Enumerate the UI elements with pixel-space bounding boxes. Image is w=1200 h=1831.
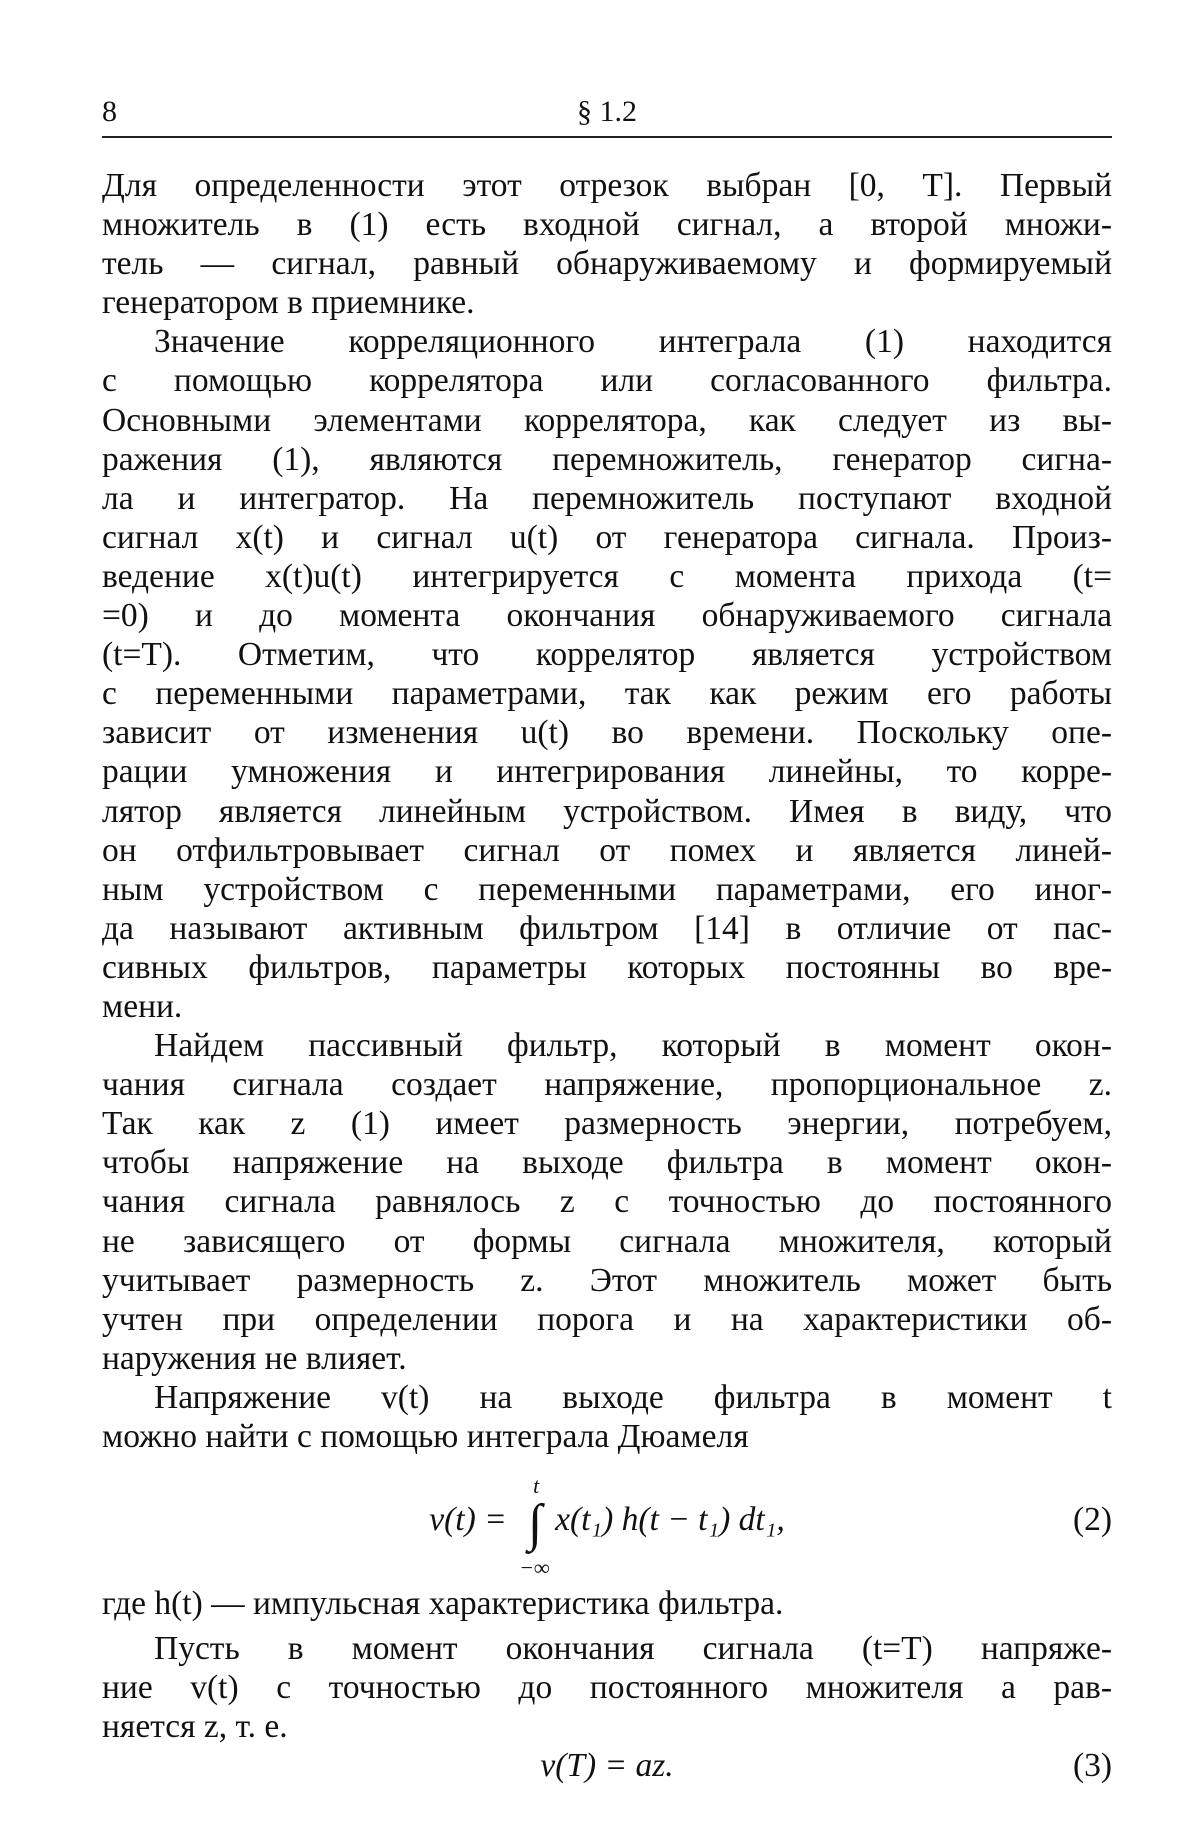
text-line: генератором в приемнике. [102, 284, 475, 322]
text-line: ведение x(t)u(t) интегрируется с момента прихода (t= [102, 557, 1112, 595]
equation-2 [102, 1456, 1112, 1584]
text-line: Найдем пассивный фильтр, который в момент окон- [154, 1027, 1112, 1065]
text-line: Значение корреляционного интеграла (1) находится [154, 323, 1112, 361]
text-line: сигнал x(t) и сигнал u(t) от генератора сигнала. Произ- [102, 518, 1112, 556]
equation-2-number: (2) [1072, 1501, 1112, 1539]
text-line: с переменными параметрами, так как режим его работы [102, 675, 1112, 713]
text-line: тель — сигнал, равный обнаруживаемому и формируемый [102, 245, 1112, 283]
integral-symbol: ∫ [527, 1495, 543, 1553]
text-line: =0) и до момента окончания обнаруживаемого сигнала [102, 597, 1112, 635]
text-line: чтобы напряжение на выходе фильтра в момент окон- [102, 1144, 1112, 1182]
text-line: чания сигнала создает напряжение, пропорциональное z. [102, 1066, 1112, 1104]
text-line: множитель в (1) есть входной сигнал, а второй множи- [102, 206, 1112, 244]
text-line: ражения (1), являются перемножитель, генератор сигна- [102, 440, 1112, 478]
integral-sign [515, 1473, 555, 1581]
text-line: мени. [102, 987, 183, 1025]
text-line: он отфильтровывает сигнал от помех и является линей- [102, 831, 1112, 869]
equation-3 [102, 1746, 1112, 1816]
integral-lower-limit: −∞ [519, 1555, 550, 1581]
text-line: да называют активным фильтром [14] в отличие от пас- [102, 909, 1112, 947]
text-line: ла и интегратор. На перемножитель поступают входной [102, 479, 1112, 517]
body-text [102, 166, 1112, 1816]
text-line: Основными элементами коррелятора, как следует из вы- [102, 401, 1112, 439]
equation-2-left: v(t) = [429, 1501, 516, 1539]
text-line: чания сигнала равнялось z с точностью до постоянного [102, 1183, 1112, 1221]
text-line: с помощью коррелятора или согласованного фильтра. [102, 362, 1112, 400]
text-line: учтен при определении порога и на характеристики об- [102, 1300, 1112, 1338]
section-heading: § 1.2 [577, 95, 637, 128]
text-line: где h(t) — импульсная характеристика фильтра. [102, 1585, 784, 1623]
integral-upper-limit: t [533, 1473, 540, 1499]
text-line: Для определенности этот отрезок выбран [0, T]. Первый [102, 167, 1112, 204]
text-line: Пусть в момент окончания сигнала (t=T) напряже- [154, 1630, 1112, 1668]
text-line: зависит от изменения u(t) во времени. Поскольку опе- [102, 714, 1112, 752]
text-line: ние v(t) с точностью до постоянного множителя a рав- [102, 1669, 1112, 1707]
text-line: рации умножения и интегрирования линейны, то корре- [102, 753, 1112, 791]
equation-2-body [102, 1473, 1112, 1581]
text-line: учитывает размерность z. Этот множитель может быть [102, 1261, 1112, 1299]
equation-3-body: v(T) = az. [540, 1747, 674, 1785]
text-line: не зависящего от формы сигнала множителя, который [102, 1222, 1112, 1260]
page-number: 8 [102, 95, 117, 128]
text-line: ным устройством с переменными параметрами, его иног- [102, 870, 1112, 908]
running-header [102, 92, 1112, 138]
equation-2-integrand: x(t₁) h(t − t₁) dt₁, [555, 1501, 785, 1539]
equation-3-number: (3) [1072, 1747, 1112, 1785]
text-line: (t=T). Отметим, что коррелятор является устройством [102, 636, 1112, 674]
text-line: Так как z (1) имеет размерность энергии, потребуем, [102, 1105, 1112, 1143]
text-line: няется z, т. е. [102, 1708, 288, 1746]
text-line: лятор является линейным устройством. Имея в виду, что [102, 792, 1112, 830]
text-line: сивных фильтров, параметры которых постоянны во вре- [102, 948, 1112, 986]
text-line: наружения не влияет. [102, 1339, 407, 1377]
text-line: можно найти с помощью интеграла Дюамеля [102, 1418, 749, 1455]
text-line: Напряжение v(t) на выходе фильтра в момент t [154, 1378, 1112, 1416]
